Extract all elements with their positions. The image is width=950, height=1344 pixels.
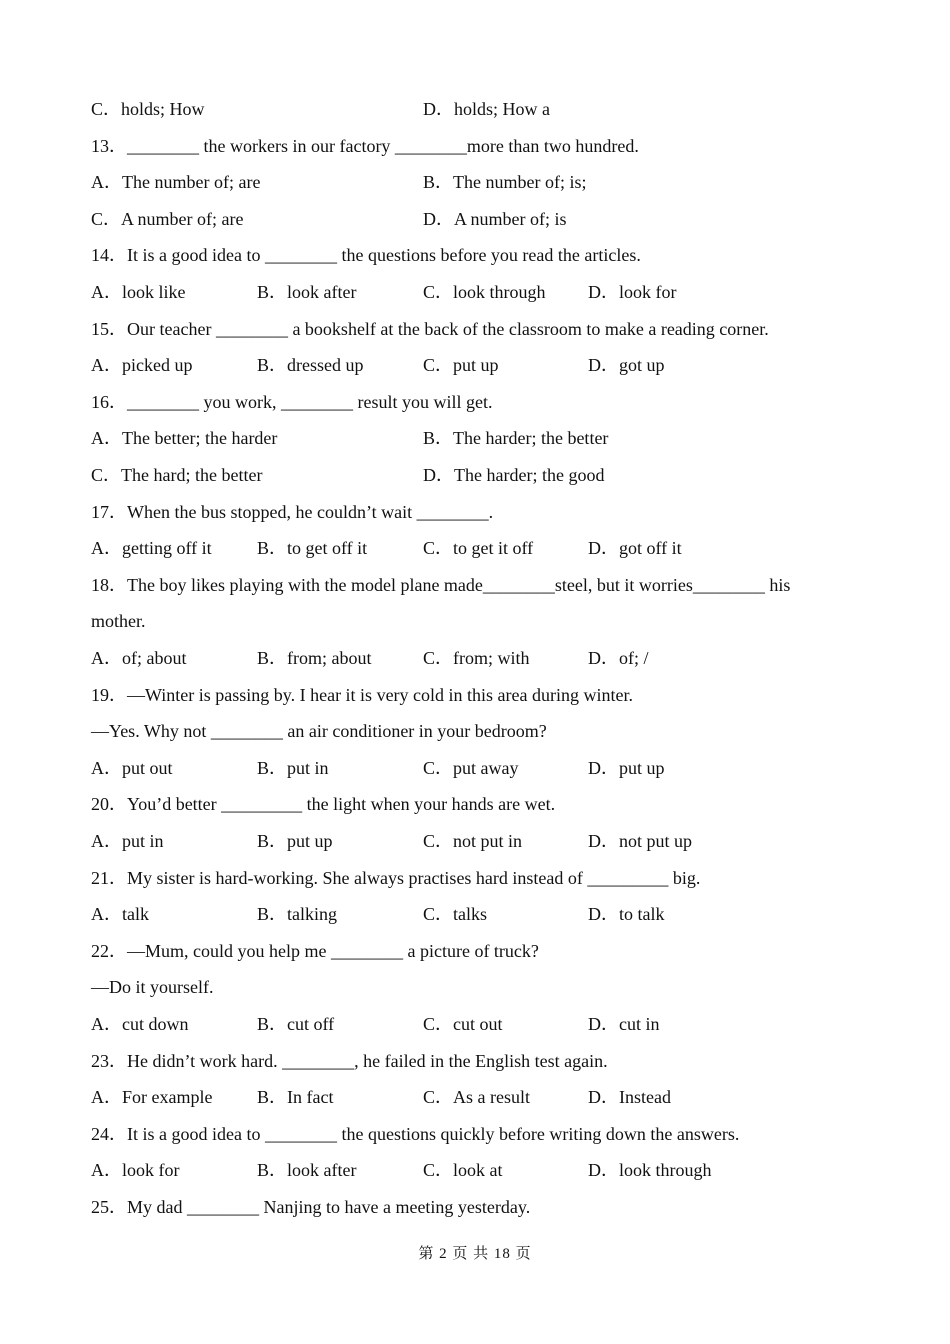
answer-option-c: C．look through: [423, 282, 546, 302]
answer-option-c: C．from; with: [423, 648, 530, 668]
answer-option-a: A．talk: [91, 904, 149, 925]
answer-option-a: A．of; about: [91, 648, 187, 668]
answer-option-d: D．got up: [588, 355, 665, 376]
answer-option-d: D．got off it: [588, 538, 682, 559]
answer-option-a: A．The better; the harder: [91, 428, 278, 449]
answer-option-b: B．cut off: [257, 1014, 335, 1034]
question-text: 16．________ you work, ________ result you will get.: [91, 391, 493, 412]
answer-option-a: A．put in: [91, 831, 164, 851]
answer-option-b: B．look after: [257, 1160, 357, 1181]
question-text: 19．—Winter is passing by. I hear it is very cold in this area during winter.: [91, 684, 633, 705]
answer-option-c: C．look at: [423, 1160, 503, 1181]
answer-option-b: B．to get off it: [257, 538, 368, 559]
answer-option-d: D．Instead: [588, 1087, 671, 1108]
question-text: —Do it yourself.: [91, 977, 214, 998]
answer-option-b: B．dressed up: [257, 355, 364, 376]
answer-option-c: C．As a result: [423, 1087, 530, 1108]
answer-option-d: D．not put up: [588, 831, 693, 851]
answer-option-d: D．put up: [588, 757, 665, 778]
answer-option-a: A．look like: [91, 282, 186, 302]
answer-option-b: B．put up: [257, 831, 333, 851]
answer-option-a: C．holds; How: [91, 99, 205, 119]
answer-option-b: B．from; about: [257, 648, 372, 668]
answer-option-b: B．put in: [257, 757, 329, 778]
answer-option-b: B．The number of; is;: [423, 172, 587, 193]
answer-option-a: C．A number of; are: [91, 208, 244, 229]
answer-option-c: C．to get it off: [423, 538, 534, 559]
answer-option-c: C．put up: [423, 355, 499, 376]
question-text: 13．________ the workers in our factory ________more than two hundred.: [91, 135, 639, 156]
question-text: 14．It is a good idea to ________ the questions before you read the articles.: [91, 245, 641, 266]
answer-option-b: B．In fact: [257, 1087, 334, 1108]
answer-option-a: A．cut down: [91, 1014, 189, 1034]
question-text: 25．My dad ________ Nanjing to have a meeting yesterday.: [91, 1197, 531, 1217]
answer-option-a: C．The hard; the better: [91, 465, 263, 485]
answer-option-c: C．not put in: [423, 831, 523, 851]
question-text: 20．You’d better _________ the light when your hands are wet.: [91, 794, 556, 815]
question-text: 22．—Mum, could you help me ________ a picture of truck?: [91, 940, 539, 961]
answer-option-a: A．look for: [91, 1160, 180, 1181]
answer-option-d: D．cut in: [588, 1014, 660, 1034]
answer-option-d: D．look for: [588, 282, 677, 302]
answer-option-a: A．picked up: [91, 355, 193, 376]
answer-option-d: D．look through: [588, 1160, 712, 1181]
answer-option-d: D．to talk: [588, 904, 665, 925]
question-text: 24．It is a good idea to ________ the questions quickly before writing down the answers.: [91, 1123, 740, 1144]
question-text: 17．When the bus stopped, he couldn’t wait ________.: [91, 501, 494, 522]
answer-option-a: A．put out: [91, 757, 173, 778]
answer-option-a: A．getting off it: [91, 538, 212, 559]
answer-option-b: B．The harder; the better: [423, 428, 609, 449]
question-text: —Yes. Why not ________ an air conditioner in your bedroom?: [91, 721, 547, 742]
question-text: 23．He didn’t work hard. ________, he failed in the English test again.: [91, 1050, 608, 1071]
page-footer: 第 2 页 共 18 页: [418, 1246, 532, 1262]
answer-option-b: D．A number of; is: [423, 208, 567, 229]
answer-option-a: A．The number of; are: [91, 172, 261, 193]
answer-option-c: C．cut out: [423, 1014, 503, 1034]
answer-option-b: B．look after: [257, 282, 357, 302]
question-text: mother.: [91, 611, 146, 632]
answer-option-d: D．of; /: [588, 648, 649, 668]
answer-option-b: D．The harder; the good: [423, 465, 605, 485]
question-text: 15．Our teacher ________ a bookshelf at the back of the classroom to make a reading corner.: [91, 318, 769, 339]
question-text: 21．My sister is hard-working. She always practises hard instead of _________ big.: [91, 867, 701, 888]
answer-option-c: C．talks: [423, 904, 488, 925]
question-text: 18．The boy likes playing with the model plane made________steel, but it worries________ his: [91, 574, 791, 595]
answer-option-b: B．talking: [257, 904, 337, 925]
answer-option-b: D．holds; How a: [423, 99, 550, 119]
answer-option-a: A．For example: [91, 1087, 213, 1108]
answer-option-c: C．put away: [423, 757, 519, 778]
